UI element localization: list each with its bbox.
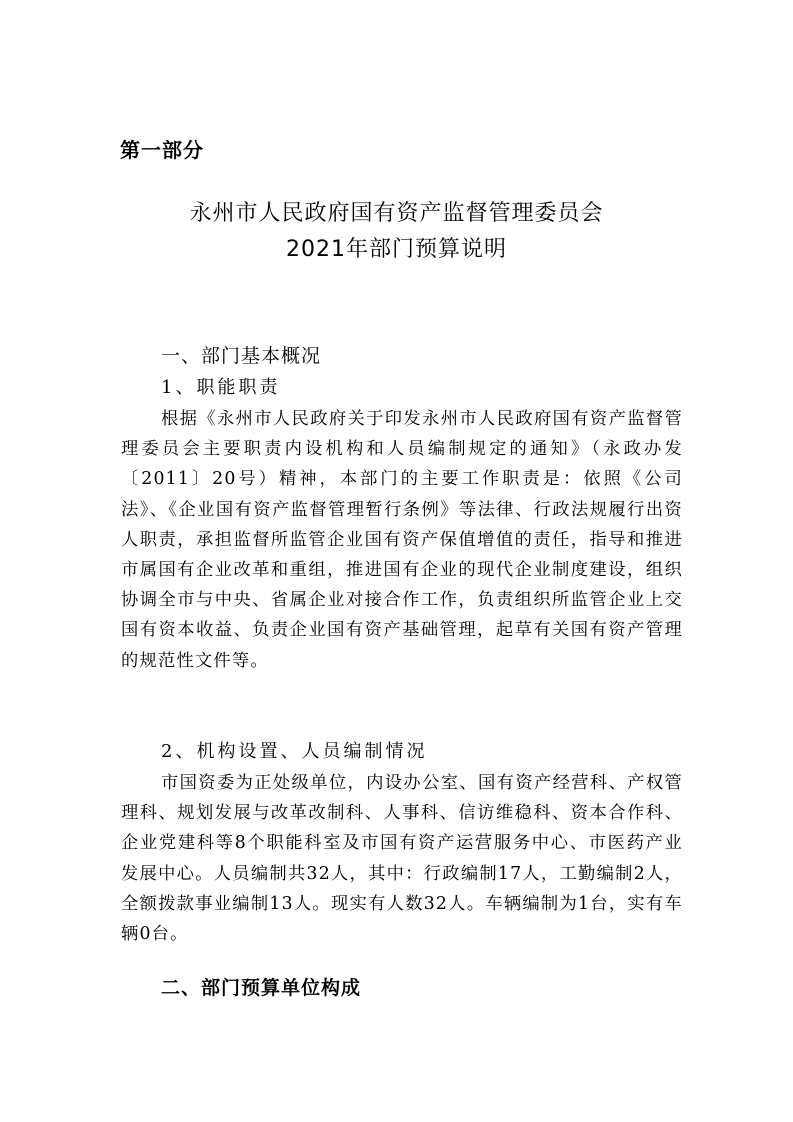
title-line-1: 永州市人民政府国有资产监督管理委员会 bbox=[189, 201, 604, 226]
document-title bbox=[0, 196, 793, 268]
section-1-heading: 一、部门基本概况 bbox=[161, 345, 322, 367]
section-2-heading: 二、部门预算单位构成 bbox=[161, 977, 362, 999]
duties-paragraph: 根据《永州市人民政府关于印发永州市人民政府国有资产监督管理委员会主要职责内设机构和人员编制规定的通知》（永政办发〔2011〕20号）精神，本部门的主要工作职责是：依照《公司法》、《企业国有资产监督管理暂行条例》等法律、行政法规履行出资人职责，承担监督所监管企业国有资产保值增值的责任，指导和推进市属国有企业改革和重组，推进国有企业的现代企业制度建设，组织协调全市与中央、省属企业对接合作工作，负责组织所监管企业上交国有资本收益、负责企业国有资产基础管理，起草有关国有资产管理的规范性文件等。 bbox=[121, 409, 683, 671]
subsection-2-heading: 2、机构设置、人员编制情况 bbox=[161, 741, 428, 762]
title-line-2: 2021年部门预算说明 bbox=[286, 237, 507, 262]
part-label: 第一部分 bbox=[120, 138, 204, 162]
organization-paragraph: 市国资委为正处级单位，内设办公室、国有资产经营科、产权管理科、规划发展与改革改制科、人事科、信访维稳科、资本合作科、企业党建科等8个职能科室及市国有资产运营服务中心、市医药产业发展中心。人员编制共32人，其中：行政编制17人，工勤编制2人，全额拨款事业编制13人。现实有人数32人。车辆编制为1台，实有车辆0台。 bbox=[121, 773, 683, 945]
subsection-1-heading: 1、职能职责 bbox=[161, 377, 281, 398]
